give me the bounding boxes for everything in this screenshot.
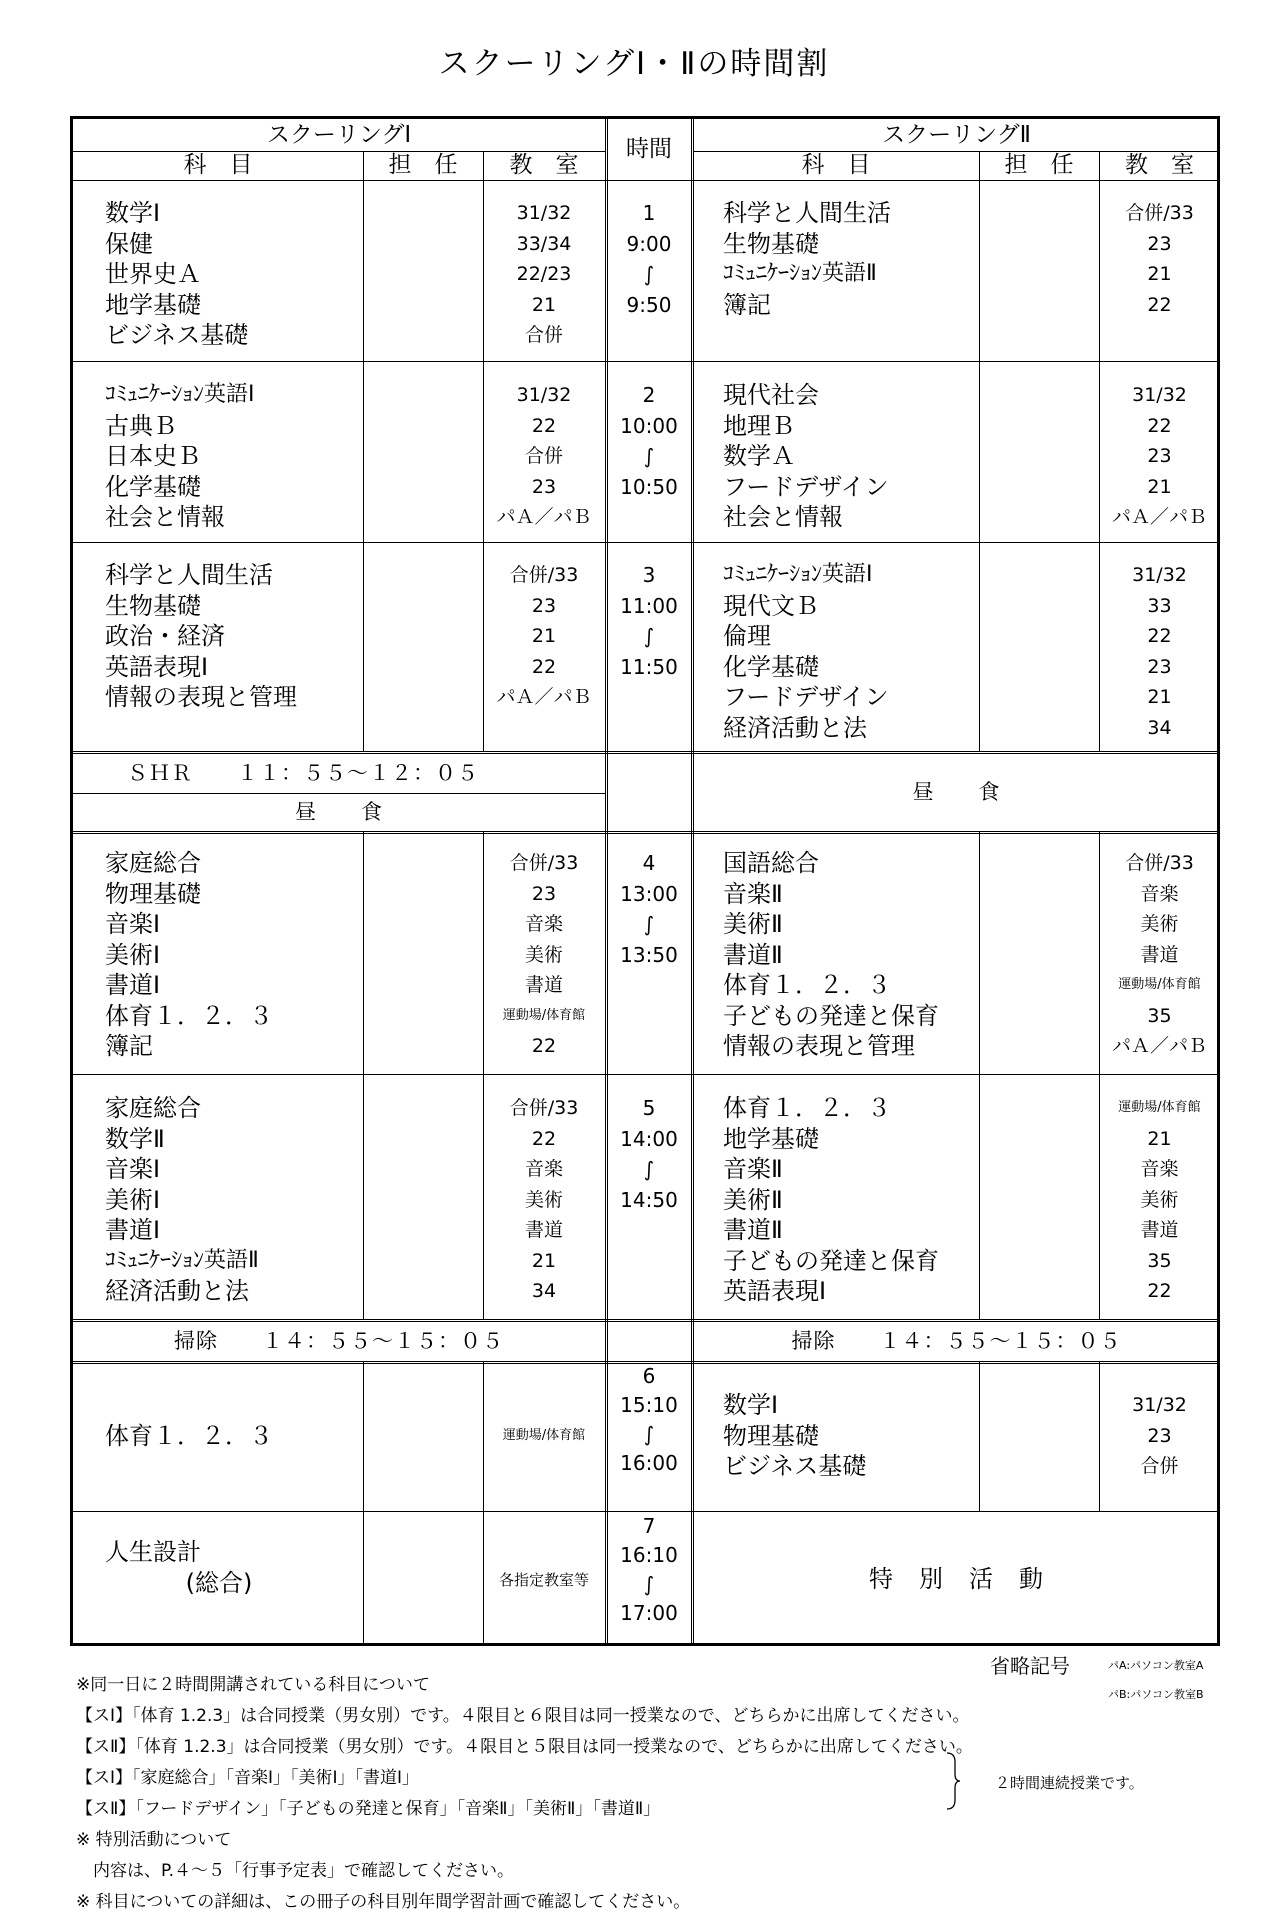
room: 合併/33 [1125,202,1194,224]
room: 美術 [1140,1188,1179,1211]
period1-s2-subjects [723,198,951,320]
period-number: 7 [642,1514,656,1538]
period6-s2-rooms [1099,1390,1220,1482]
start-time: 11:00 [620,593,678,618]
room: 22 [531,1127,557,1150]
header-teacher-1: 担 任 [388,152,458,178]
start-time: 10:00 [620,413,678,438]
subject: ｺﾐｭﾆｹｰｼｮﾝ英語Ⅰ [723,562,873,587]
subject: 美術Ⅱ [723,910,783,938]
brace-icon [945,1752,961,1810]
header-room-2: 教 室 [1125,152,1194,178]
room: 合併/33 [509,852,579,874]
period1-s2-rooms [1099,198,1220,320]
note-line: 【スⅠ】「家庭総合」「音楽Ⅰ」「美術Ⅰ」「書道Ⅰ」 [76,1768,420,1788]
room: 23 [1147,1424,1172,1447]
note-line: 内容は、P.４〜５「行事予定表」で確認してください。 [76,1861,515,1881]
period3-s2-subjects [723,560,951,743]
time-separator: ∫ [643,1572,655,1596]
period2-s2-subjects [723,380,951,533]
room: 音楽 [524,913,563,935]
period7-s1-rooms [483,1565,605,1596]
period-number: 6 [642,1364,656,1388]
note-line: ※同一日に２時間開講されている科目について [76,1675,430,1695]
room: 23 [1147,655,1172,678]
end-time: 10:50 [620,474,678,499]
subject: 体育１．２．３ [723,971,891,999]
room: 美術 [524,1188,563,1211]
room: 31/32 [516,384,572,406]
time-separator: ∫ [643,444,655,468]
period5-time [607,1093,691,1215]
subject: 地学基礎 [105,290,201,319]
subject: 美術Ⅰ [105,940,161,969]
page-title: スクーリングⅠ・Ⅱの時間割 [438,46,830,82]
subject: 社会と情報 [105,503,225,531]
subject: 情報の表現と管理 [105,683,297,711]
period1-s1-rooms [483,198,605,351]
period-number: 3 [642,563,656,587]
period-number: 1 [642,201,656,225]
period1-s1-subjects [105,198,333,351]
subject: ビジネス基礎 [105,321,249,349]
room: 運動場/体育館 [1118,977,1201,992]
subject: 書道Ⅱ [723,1216,783,1244]
room: 23 [1147,445,1172,467]
room: 音楽 [1140,882,1179,905]
period6-s2-subjects [723,1390,951,1482]
end-time: 11:50 [620,654,678,679]
cleaning-s1: 掃除 １４：５５〜１５：０５ [174,1329,504,1353]
start-time: 13:00 [620,881,678,906]
subject: 体育１．２．３ [723,1094,891,1122]
subject: 生物基礎 [723,229,819,258]
subject: 子どもの発達と保育 [723,1001,939,1030]
timetable [70,116,1220,1646]
subject-note: (総合) [185,1568,253,1597]
room: 各指定教室等 [498,1571,589,1589]
subject: フードデザイン [723,472,889,501]
room: 31/32 [1132,1394,1187,1416]
room: 美術 [1140,913,1179,935]
start-time: 14:00 [620,1126,678,1151]
period-number: 4 [642,851,656,875]
period1-time [607,198,691,320]
special-activities: 特 別 活 動 [869,1565,1044,1593]
room: 美術 [524,943,563,966]
abbreviation-pa: パA:パソコン教室A [1108,1659,1204,1672]
period5-s1-subjects [105,1093,333,1307]
note-line: 【スⅡ】「体育 1.2.3」は合同授業（男女別）です。４限目と５限目は同一授業なので、どちらかに出席してください。 [76,1737,973,1757]
shr-row: ＳＨＲ １１：５５〜１２：０５ [127,761,479,785]
room: 合併/33 [509,1097,579,1119]
period6-s1-rooms [483,1421,605,1452]
abbreviation-label: 省略記号 [990,1654,1070,1678]
note-line: 【スⅠ】「体育 1.2.3」は合同授業（男女別）です。４限目と６限目は同一授業なので、どちらかに出席してください。 [76,1706,970,1726]
start-time: 9:00 [626,231,672,256]
subject: 社会と情報 [723,503,843,531]
room: 22 [1147,1280,1172,1302]
subject: 英語表現Ⅰ [723,1277,827,1305]
room: 22/23 [516,263,572,285]
room: 21 [531,1249,557,1272]
subject: 音楽Ⅱ [723,1155,783,1183]
notes [76,1670,973,1918]
start-time: 16:10 [620,1543,678,1567]
subject: ビジネス基礎 [723,1452,867,1480]
room: 合併 [524,445,563,467]
subject: 生物基礎 [105,591,201,620]
subject: 数学Ⅱ [105,1124,165,1153]
period2-s1-rooms [483,380,605,533]
end-time: 16:00 [620,1451,678,1475]
room: 22 [531,414,557,437]
room: 22 [1147,293,1172,316]
room: 34 [1147,716,1172,739]
room: 合併/33 [509,564,579,586]
period6-s1-subjects [105,1421,333,1452]
subject: 現代文Ｂ [723,591,819,620]
subject: フードデザイン [723,683,889,711]
header-time: 時間 [626,136,672,162]
subject: 国語総合 [723,849,819,877]
time-separator: ∫ [643,262,655,286]
period2-s2-rooms [1099,380,1220,533]
room: 31/32 [1132,564,1187,586]
period4-time [607,848,691,970]
room: 運動場/体育館 [502,1007,586,1023]
subject: 経済活動と法 [105,1277,249,1305]
room: 21 [531,293,557,316]
header-schooling-1: スクーリングⅠ [266,122,412,148]
subject: 家庭総合 [105,849,201,877]
end-time: 14:50 [620,1187,678,1212]
room: 31/32 [516,202,572,224]
room: 書道 [1140,943,1179,966]
room: 音楽 [1140,1158,1179,1180]
room: 33/34 [516,232,572,255]
subject: 書道Ⅰ [105,971,161,999]
room: 合併 [524,324,563,346]
room: 21 [1147,263,1172,285]
room: 35 [1147,1004,1172,1027]
note-line: ※ 特別活動について [76,1830,232,1850]
room: 22 [531,655,557,678]
period7-s1-subjects [105,1537,333,1598]
room: 運動場/体育館 [502,1428,586,1443]
period-number: 2 [642,383,656,407]
subject: 家庭総合 [105,1094,201,1122]
subject: 体育１．２．３ [105,1001,273,1030]
period4-s1-subjects [105,848,333,1062]
room: 音楽 [524,1158,563,1180]
room: 22 [531,1035,557,1057]
period7-time [607,1512,691,1628]
room: 23 [1147,232,1172,255]
subject: ｺﾐｭﾆｹｰｼｮﾝ英語Ⅰ [105,382,255,407]
period4-s2-subjects [723,848,951,1062]
end-time: 9:50 [626,292,672,317]
header-room-1: 教 室 [509,152,579,178]
room: パＡ／パＢ [496,506,592,528]
subject: 音楽Ⅰ [105,1155,161,1183]
subject: 簿記 [723,290,771,319]
note-line: 【スⅡ】「フードデザイン」「子どもの発達と保育」「音楽Ⅱ」「美術Ⅱ」「書道Ⅱ」 [76,1799,661,1819]
period5-s2-rooms [1099,1093,1220,1307]
room: 31/32 [1132,384,1187,406]
period4-s1-rooms [483,848,605,1062]
period2-time [607,380,691,502]
subject: 科学と人間生活 [105,561,273,589]
room: 書道 [524,1219,563,1241]
start-time: 15:10 [620,1393,678,1417]
room: パＡ／パＢ [496,686,592,708]
lunch-s2: 昼 食 [912,780,1001,804]
subject: ｺﾐｭﾆｹｰｼｮﾝ英語Ⅱ [105,1247,259,1273]
room: 33 [1147,594,1172,617]
end-time: 17:00 [620,1601,678,1625]
subject: 書道Ⅰ [105,1216,161,1244]
subject: 美術Ⅱ [723,1185,783,1214]
time-separator: ∫ [643,912,655,936]
period2-s1-subjects [105,380,333,533]
lunch-s1: 昼 食 [295,800,383,824]
subject: 地理Ｂ [723,411,795,440]
room: 21 [1147,475,1172,498]
period3-time [607,560,691,682]
period3-s1-subjects [105,560,333,713]
subject: 化学基礎 [723,652,819,681]
header-teacher-2: 担 任 [1004,152,1074,178]
cleaning-s2: 掃除 １４：５５〜１５：０５ [791,1329,1122,1353]
period4-s2-rooms [1099,848,1220,1062]
subject: 子どもの発達と保育 [723,1246,939,1275]
subject: 政治・経済 [105,622,225,650]
header-schooling-2: スクーリングⅡ [882,122,1031,148]
period6-time [607,1362,691,1478]
subject: 美術Ⅰ [105,1185,161,1214]
period-number: 5 [642,1096,656,1120]
period5-s2-subjects [723,1093,951,1307]
subject: 英語表現Ⅰ [105,652,209,681]
subject: 数学Ⅰ [723,1391,779,1419]
subject: 倫理 [723,622,771,650]
subject: ｺﾐｭﾆｹｰｼｮﾝ英語Ⅱ [723,261,877,286]
subject: 保健 [105,229,153,258]
room: 23 [531,882,557,905]
subject: 世界史Ａ [105,260,201,288]
subject: 簿記 [105,1032,153,1060]
subject: 音楽Ⅱ [723,879,783,908]
room: 23 [531,594,557,617]
subject: 現代社会 [723,381,819,409]
room: 運動場/体育館 [1118,1100,1201,1115]
room: パＡ／パＢ [1111,1035,1207,1057]
subject: 日本史Ｂ [105,442,201,470]
subject: 物理基礎 [105,879,201,908]
time-separator: ∫ [643,1422,655,1446]
room: 34 [531,1280,557,1302]
subject: 人生設計 [105,1538,201,1566]
period3-s1-rooms [483,560,605,713]
subject: 数学Ａ [723,442,795,470]
consecutive-class-note: ２時間連続授業です。 [995,1774,1144,1792]
room: 21 [1147,1127,1172,1150]
subject: 情報の表現と管理 [723,1032,915,1060]
end-time: 13:50 [620,942,678,967]
time-separator: ∫ [643,624,655,648]
header-subject-1: 科 目 [183,152,253,178]
room: 22 [1147,414,1172,437]
room: 21 [1147,686,1172,708]
room: 合併 [1140,1455,1179,1477]
note-line: ※ 科目についての詳細は、この冊子の科目別年間学習計画で確認してください。 [76,1892,691,1912]
room: 35 [1147,1249,1172,1272]
subject: 経済活動と法 [723,713,867,742]
subject: 古典Ｂ [105,411,177,440]
room: 書道 [1140,1219,1179,1241]
room: 23 [531,475,557,498]
subject: 書道Ⅱ [723,940,783,969]
subject: 化学基礎 [105,472,201,501]
subject: 体育１．２．３ [105,1422,273,1450]
period3-s2-rooms [1099,560,1220,743]
abbreviation-pb: パB:パソコン教室B [1108,1688,1204,1701]
room: 21 [531,625,557,647]
room: 22 [1147,625,1172,647]
room: パＡ／パＢ [1111,506,1207,528]
subject: 物理基礎 [723,1421,819,1450]
header-subject-2: 科 目 [801,152,871,178]
period5-s1-rooms [483,1093,605,1307]
subject: 数学Ⅰ [105,199,161,227]
room: 合併/33 [1125,852,1194,874]
time-separator: ∫ [643,1157,655,1181]
room: 書道 [524,974,563,996]
subject: 科学と人間生活 [723,199,891,227]
subject: 音楽Ⅰ [105,910,161,938]
subject: 地学基礎 [723,1124,819,1153]
